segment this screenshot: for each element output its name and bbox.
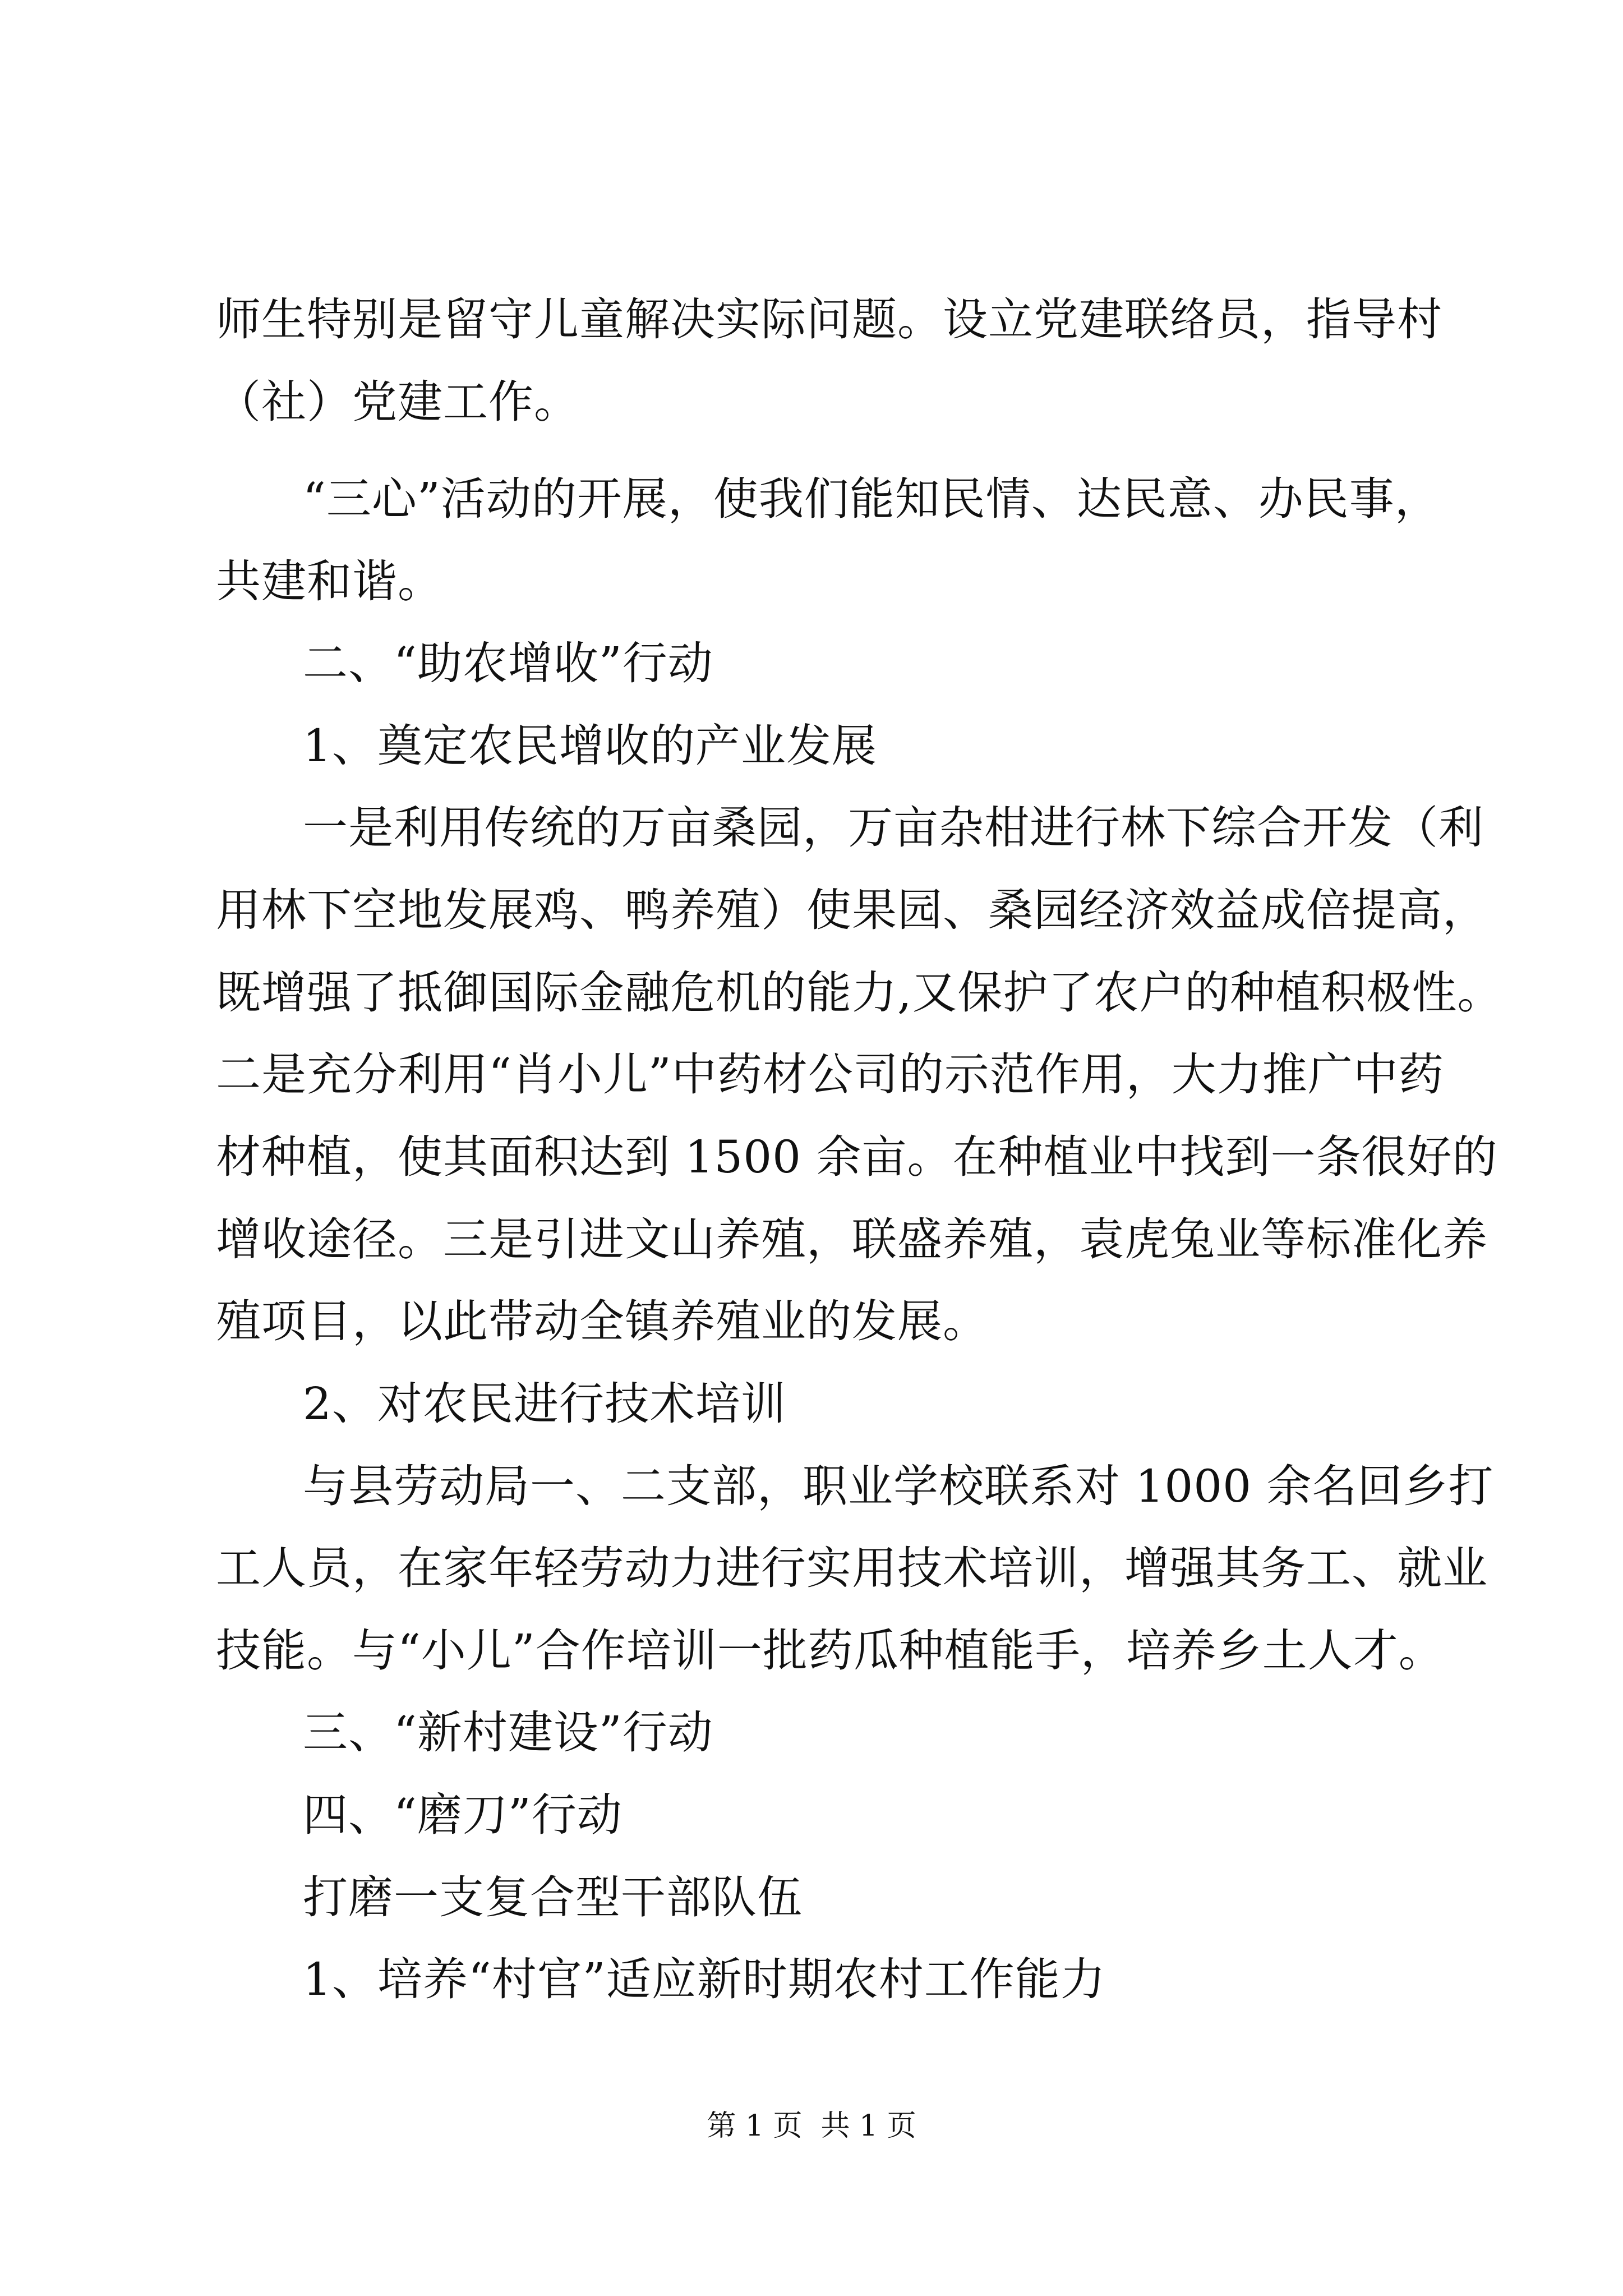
subsection-heading: 1、奠定农民增收的产业发展 — [303, 720, 877, 772]
section-heading: 四、“磨刀”行动 — [303, 1789, 623, 1841]
paragraph-line: 用林下空地发展鸡、鸭养殖）使果园、桑园经济效益成倍提高， — [216, 884, 1488, 936]
paragraph-line: 殖项目，以此带动全镇养殖业的发展。 — [216, 1295, 988, 1347]
paragraph-line: 技能。与“小儿”合作培训一批药瓜种植能手，培养乡土人才。 — [216, 1625, 1444, 1677]
paragraph-line: 既增强了抵御国际金融危机的能力,又保护了农户的种植积极性。 — [216, 967, 1503, 1019]
section-heading: 二、“助农增收”行动 — [303, 637, 713, 689]
paragraph-line: 工人员，在家年轻劳动力进行实用技术培训，增强其务工、就业 — [216, 1542, 1488, 1594]
paragraph-line: 二是充分利用“肖小儿”中药材公司的示范作用，大力推广中药 — [216, 1048, 1444, 1101]
paragraph-line: 一是利用传统的万亩桑园，万亩杂柑进行林下综合开发（利 — [303, 802, 1484, 854]
paragraph-line: 打磨一支复合型干部队伍 — [303, 1871, 803, 1924]
section-heading: 三、“新村建设”行动 — [303, 1706, 713, 1759]
subsection-heading: 2、对农民进行技术培训 — [303, 1378, 786, 1430]
paragraph-line: 增收途径。三是引进文山养殖，联盛养殖，袁虎兔业等标准化养 — [216, 1213, 1488, 1266]
page-number-footer: 第 1 页 共 1 页 — [707, 2109, 916, 2143]
subsection-heading: 1、培养“村官”适应新时期农村工作能力 — [303, 1953, 1106, 2005]
paragraph-line: （社）党建工作。 — [216, 376, 579, 428]
paragraph-line: 共建和谐。 — [216, 555, 443, 608]
paragraph-line: 材种植，使其面积达到 1500 余亩。在种植业中找到一条很好的 — [216, 1131, 1498, 1183]
paragraph-line: 与县劳动局一、二支部，职业学校联系对 1000 余名回乡打 — [303, 1460, 1494, 1512]
paragraph-line: “三心”活动的开展，使我们能知民情、达民意、办民事， — [303, 473, 1440, 525]
paragraph-line: 师生特别是留守儿童解决实际问题。设立党建联络员，指导村 — [216, 293, 1442, 346]
